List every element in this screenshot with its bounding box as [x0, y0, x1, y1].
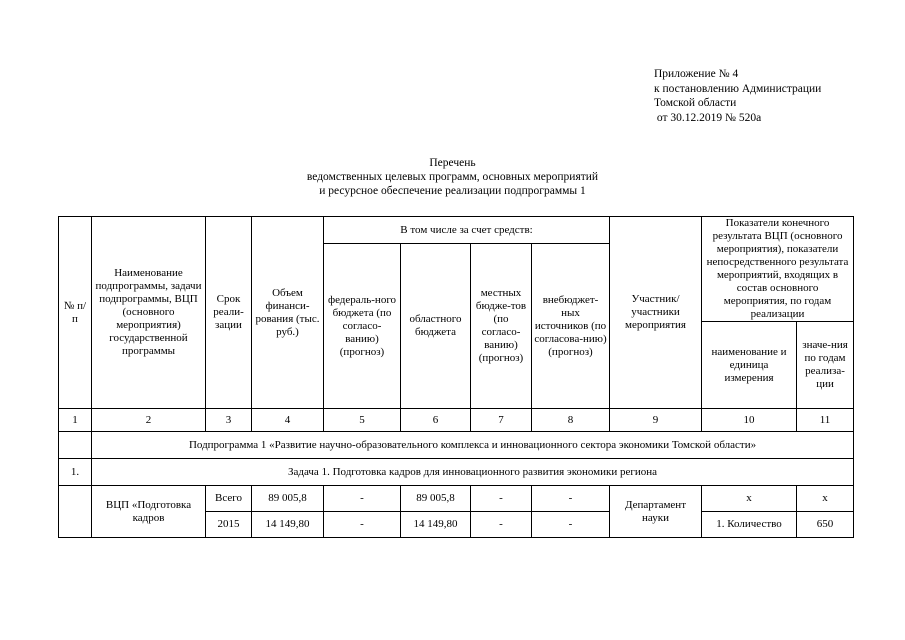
title-line: и ресурсное обеспечение реализации подпрограммы 1: [319, 185, 586, 197]
column-number: 10: [702, 409, 797, 432]
term-cell: Всего: [206, 486, 252, 512]
appendix-header: [654, 67, 821, 125]
title-line: Перечень: [429, 157, 476, 169]
column-number: 2: [92, 409, 206, 432]
document-title: [0, 156, 905, 198]
column-number: 9: [610, 409, 702, 432]
appendix-line: Приложение № 4: [654, 68, 739, 80]
local-cell: -: [471, 512, 532, 538]
offbudget-cell: -: [532, 512, 610, 538]
column-number: 3: [206, 409, 252, 432]
subprogram-num-cell: [59, 432, 92, 459]
header-indicator-value: значе-ния по годам реализа-ции: [797, 322, 854, 409]
indicator-name-cell: 1. Количество: [702, 512, 797, 538]
task-row: [59, 459, 854, 486]
indicator-value-cell: х: [797, 486, 854, 512]
task-title: Задача 1. Подготовка кадров для инновационного развития экономики региона: [92, 459, 854, 486]
header-term: Срок реали-зации: [206, 217, 252, 409]
column-number: 6: [401, 409, 471, 432]
column-numbers-row: [59, 409, 854, 432]
federal-cell: -: [324, 512, 401, 538]
header-name: Наименование подпрограммы, задачи подпрограммы, ВЦП (основного мероприятия) государственной программы: [92, 217, 206, 409]
column-number: 8: [532, 409, 610, 432]
appendix-line: от 30.12.2019 № 520а: [654, 111, 762, 124]
header-including: В том числе за счет средств:: [324, 217, 610, 244]
header-row: [59, 217, 854, 244]
program-num-cell: [59, 486, 92, 538]
indicator-value-cell: 650: [797, 512, 854, 538]
header-indicators: Показатели конечного результата ВЦП (основного мероприятия), показатели непосредственного результата мероприятий, входящих в состав основного мероприятия, по годам реализации: [702, 217, 854, 322]
header-num: № п/п: [59, 217, 92, 409]
program-name: ВЦП «Подготовка кадров: [92, 486, 206, 538]
term-cell: 2015: [206, 512, 252, 538]
title-line: ведомственных целевых программ, основных мероприятий: [306, 171, 599, 183]
programs-table: [58, 216, 854, 538]
volume-cell: 89 005,8: [252, 486, 324, 512]
header-indicator-name: наименование и единица измерения: [702, 322, 797, 409]
column-number: 7: [471, 409, 532, 432]
local-cell: -: [471, 486, 532, 512]
offbudget-cell: -: [532, 486, 610, 512]
indicator-name-cell: х: [702, 486, 797, 512]
column-number: 1: [59, 409, 92, 432]
subprogram-title: Подпрограмма 1 «Развитие научно-образовательного комплекса и инновационного сектора экономики Томской области»: [92, 432, 854, 459]
appendix-line: к постановлению Администрации: [654, 82, 822, 95]
subprogram-row: [59, 432, 854, 459]
participant-cell: Департамент науки: [610, 486, 702, 538]
task-num: 1.: [59, 459, 92, 486]
header-volume: Объем финанси-рования (тыс. руб.): [252, 217, 324, 409]
header-local: местных бюдже-тов (по согласо-ванию) (прогноз): [471, 244, 532, 409]
regional-cell: 14 149,80: [401, 512, 471, 538]
column-number: 4: [252, 409, 324, 432]
federal-cell: -: [324, 486, 401, 512]
header-federal: федераль-ного бюджета (по согласо-ванию) (прогноз): [324, 244, 401, 409]
table-row: [59, 486, 854, 512]
regional-cell: 89 005,8: [401, 486, 471, 512]
column-number: 5: [324, 409, 401, 432]
volume-cell: 14 149,80: [252, 512, 324, 538]
header-offbudget: внебюджет-ных источников (по согласова-нию) (прогноз): [532, 244, 610, 409]
column-number: 11: [797, 409, 854, 432]
appendix-line: Томской области: [654, 97, 737, 109]
header-participant: Участник/ участники мероприятия: [610, 217, 702, 409]
header-regional: областного бюджета: [401, 244, 471, 409]
